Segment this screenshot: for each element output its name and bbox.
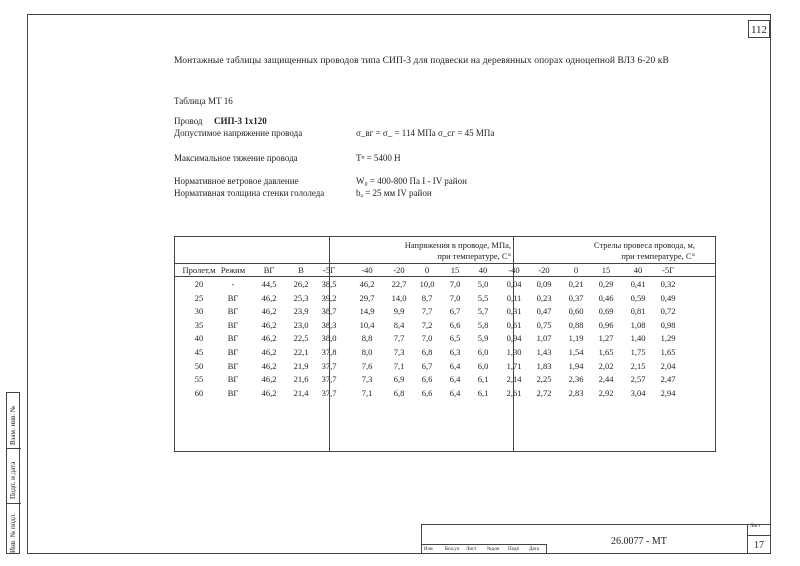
table-cell: 1,65	[660, 347, 676, 357]
table-cell: ВГ	[227, 347, 239, 357]
document-code: 26.0077 - МТ	[611, 536, 667, 547]
param-label: Максимальное тяжение провода	[174, 153, 298, 163]
table-cell: 6,6	[421, 374, 433, 385]
table-cell: 25,3	[293, 292, 309, 303]
table-label: Таблица МТ 16	[174, 96, 233, 106]
column-header: -5Г	[323, 265, 335, 275]
param-value: bₐ = 25 мм IV район	[356, 188, 432, 198]
table-cell: 21,9	[293, 360, 309, 371]
table-cell: 2,83	[568, 387, 584, 398]
side-label-replace: Взам. инв. №	[9, 405, 17, 445]
table-cell: 29,7	[359, 292, 375, 303]
table-cell: 2,15	[630, 360, 646, 371]
column-header: -20	[538, 265, 550, 275]
table-cell: -	[231, 279, 235, 289]
table-cell: 14,9	[359, 306, 375, 317]
table-row	[175, 374, 715, 387]
table-cell: 46,2	[359, 279, 375, 289]
table-cell: 0,81	[630, 306, 646, 317]
table-cell: 60	[194, 387, 204, 398]
table-cell: 9,9	[393, 306, 405, 317]
table-cell: 6,4	[449, 374, 461, 385]
document-title: Монтажные таблицы защищенных проводов типа СИП-3 для подвески на деревянных опорах одноцепной ВЛЗ 6-20 кВ	[174, 56, 669, 66]
table-cell: 0,88	[568, 319, 584, 330]
table-cell: 7,1	[393, 360, 405, 371]
table-cell: 23,9	[293, 306, 309, 317]
table-cell: 1,27	[598, 333, 614, 344]
stress-header-line2: при температуре, С°	[437, 251, 511, 261]
table-cell: 0,98	[660, 319, 676, 330]
table-cell: 38,0	[321, 333, 337, 344]
table-cell: 6,4	[449, 387, 461, 398]
wire-name: СИП-3 1х120	[214, 116, 267, 126]
table-cell: 5,5	[477, 292, 489, 303]
table-cell: 2,25	[536, 374, 552, 385]
table-cell: 8,4	[393, 319, 405, 330]
table-cell: 0,29	[598, 279, 614, 289]
table-cell: 1,65	[598, 347, 614, 357]
stamp-field-label: Дата	[529, 547, 539, 552]
table-cell: ВГ	[227, 333, 239, 344]
table-cell: 7,0	[449, 279, 461, 289]
param-label: Нормативная толщина стенки гололеда	[174, 188, 325, 198]
table-cell: 35	[194, 319, 204, 330]
stamp-field-label: Подп	[508, 547, 520, 552]
table-cell: 0,23	[536, 292, 552, 303]
column-header: Режим	[220, 265, 246, 275]
table-cell: 7,7	[421, 306, 433, 317]
param-label: Допустимое напряжение провода	[174, 128, 303, 138]
table-cell: 0,59	[630, 292, 646, 303]
side-label-sign: Подп. и дата	[9, 461, 17, 499]
table-cell: 25	[194, 292, 204, 303]
table-cell: 6,9	[393, 374, 405, 385]
table-cell: 0,09	[536, 279, 552, 289]
table-cell: 2,92	[598, 387, 614, 398]
table-cell: 1,54	[568, 347, 584, 357]
table-cell: 8,8	[361, 333, 373, 344]
param-value: W₀ = 400-800 Па I - IV район	[356, 176, 467, 186]
table-cell: 6,5	[449, 333, 461, 344]
table-cell: 6,8	[421, 347, 433, 357]
table-cell: ВГ	[227, 319, 239, 330]
column-header: В	[298, 265, 304, 275]
table-cell: ВГ	[227, 387, 239, 398]
table-cell: ВГ	[227, 374, 239, 385]
table-cell: 1,07	[536, 333, 552, 344]
table-cell: 0,61	[506, 319, 522, 330]
table-cell: 2,57	[630, 374, 646, 385]
sheet-number: 112	[748, 20, 770, 38]
param-label: Нормативное ветровое давление	[174, 176, 299, 186]
table-cell: 7,6	[361, 360, 373, 371]
table-cell: 0,75	[536, 319, 552, 330]
column-header: 40	[478, 265, 488, 275]
column-header: ВГ	[263, 265, 275, 275]
table-cell: 2,44	[598, 374, 614, 385]
table-cell: 39,2	[321, 292, 337, 303]
stamp-field-label: №док	[487, 547, 500, 552]
sag-header	[515, 240, 695, 262]
stress-header-line1: Напряжения в проводе, МПа,	[404, 240, 511, 250]
sheet-value: 17	[754, 540, 764, 551]
table-cell: 23,0	[293, 319, 309, 330]
table-cell: ВГ	[227, 306, 239, 317]
table-cell: 5,0	[477, 279, 489, 289]
table-cell: 2,47	[660, 374, 676, 385]
table-cell: 0,41	[630, 279, 646, 289]
table-cell: ВГ	[227, 292, 239, 303]
table-cell: 0,32	[660, 279, 676, 289]
table-cell: 10,0	[419, 279, 435, 289]
table-cell: 6,0	[477, 360, 489, 371]
column-header: 15	[450, 265, 460, 275]
table-cell: 46,2	[261, 360, 277, 371]
table-cell: 1,29	[660, 333, 676, 344]
table-cell: 21,4	[293, 387, 309, 398]
table-cell: 7,0	[421, 333, 433, 344]
column-header: Пролет,м	[182, 265, 216, 275]
table-cell: 0,46	[598, 292, 614, 303]
table-cell: 2,94	[660, 387, 676, 398]
table-cell: 1,75	[630, 347, 646, 357]
sag-header-line1: Стрелы провеса провода, м,	[593, 240, 695, 250]
table-row	[175, 333, 715, 346]
table-cell: 45	[194, 347, 204, 357]
table-cell: 7,3	[393, 347, 405, 357]
table-cell: 0,96	[598, 319, 614, 330]
table-cell: 46,2	[261, 333, 277, 344]
table-cell: 46,2	[261, 374, 277, 385]
sag-header-line2: при температуре, С°	[621, 251, 695, 261]
column-header: 40	[633, 265, 643, 275]
table-cell: 8,7	[421, 292, 433, 303]
table-cell: 55	[194, 374, 204, 385]
column-header: 0	[424, 265, 430, 275]
table-cell: 2,02	[598, 360, 614, 371]
table-cell: 26,2	[293, 279, 309, 289]
table-cell: 0,31	[506, 306, 522, 317]
table-cell: 0,47	[536, 306, 552, 317]
table-cell: 2,36	[568, 374, 584, 385]
table-cell: 21,6	[293, 374, 309, 385]
side-stamp	[6, 392, 20, 554]
stamp-field-label: Изм	[424, 547, 433, 552]
table-cell: 6,8	[393, 387, 405, 398]
table-cell: 22,7	[391, 279, 407, 289]
table-cell: 10,4	[359, 319, 375, 330]
table-cell: 7,0	[449, 292, 461, 303]
table-cell: 6,7	[421, 360, 433, 371]
table-cell: 38,5	[321, 279, 337, 289]
mounting-table	[174, 236, 716, 452]
table-cell: 37,7	[321, 360, 337, 371]
sheet-label: Лист	[750, 524, 761, 529]
table-cell: 0,69	[598, 306, 614, 317]
stress-header	[331, 240, 511, 262]
table-cell: 1,30	[506, 347, 522, 357]
table-cell: 6,4	[449, 360, 461, 371]
table-cell: 7,2	[421, 319, 433, 330]
table-cell: 46,2	[261, 306, 277, 317]
table-cell: 20	[194, 279, 204, 289]
table-cell: 1,71	[506, 360, 522, 371]
table-row	[175, 347, 715, 360]
table-cell: 1,40	[630, 333, 646, 344]
table-cell: 1,94	[568, 360, 584, 371]
table-cell: 6,6	[421, 387, 433, 398]
column-header: -20	[393, 265, 405, 275]
table-row	[175, 320, 715, 333]
table-cell: 38,7	[321, 306, 337, 317]
column-header: 0	[573, 265, 579, 275]
column-header: 15	[601, 265, 611, 275]
table-cell: 37,7	[321, 387, 337, 398]
table-cell: 0,72	[660, 306, 676, 317]
table-cell: 7,7	[393, 333, 405, 344]
table-cell: 44,5	[261, 279, 277, 289]
table-cell: 6,1	[477, 387, 489, 398]
table-cell: 14,0	[391, 292, 407, 303]
table-cell: 6,0	[477, 347, 489, 357]
table-cell: 3,04	[630, 387, 646, 398]
table-cell: 0,21	[568, 279, 584, 289]
title-block	[421, 524, 771, 554]
table-row	[175, 388, 715, 401]
table-cell: 1,08	[630, 319, 646, 330]
table-cell: 0,60	[568, 306, 584, 317]
table-cell: 46,2	[261, 319, 277, 330]
table-cell: 30	[194, 306, 204, 317]
table-cell: 38,3	[321, 319, 337, 330]
table-cell: 37,8	[321, 347, 337, 357]
table-cell: 2,14	[506, 374, 522, 385]
table-cell: 8,0	[361, 347, 373, 357]
stamp-field-label: Кол.уч	[445, 547, 460, 552]
table-row	[175, 361, 715, 374]
table-cell: 7,3	[361, 374, 373, 385]
table-cell: 6,3	[449, 347, 461, 357]
table-cell: 1,43	[536, 347, 552, 357]
table-cell: 22,5	[293, 333, 309, 344]
table-cell: 37,7	[321, 374, 337, 385]
table-cell: 0,11	[506, 292, 522, 303]
column-header: -40	[361, 265, 373, 275]
table-row	[175, 279, 715, 292]
table-cell: 5,9	[477, 333, 489, 344]
table-cell: 46,2	[261, 387, 277, 398]
table-cell: 1,19	[568, 333, 584, 344]
table-cell: 22,1	[293, 347, 309, 357]
side-label-inv: Инв. № подл.	[9, 513, 17, 553]
table-cell: 5,7	[477, 306, 489, 317]
table-cell: 2,04	[660, 360, 676, 371]
table-cell: 6,7	[449, 306, 461, 317]
param-value: σ_вг = σ_ = 114 МПа σ_сг = 45 МПа	[356, 128, 495, 138]
table-cell: 0,37	[568, 292, 584, 303]
table-cell: 0,94	[506, 333, 522, 344]
table-cell: 46,2	[261, 292, 277, 303]
table-row	[175, 306, 715, 319]
table-cell: 5,8	[477, 319, 489, 330]
table-cell: 2,61	[506, 387, 522, 398]
table-cell: 0,04	[506, 279, 522, 289]
wire-label: Провод	[174, 116, 203, 126]
table-row	[175, 293, 715, 306]
table-cell: 0,49	[660, 292, 676, 303]
table-cell: 6,1	[477, 374, 489, 385]
table-cell: 1,83	[536, 360, 552, 371]
column-header: -40	[508, 265, 520, 275]
param-value: Tⁿ = 5400 Н	[356, 153, 401, 163]
table-cell: 6,6	[449, 319, 461, 330]
table-cell: ВГ	[227, 360, 239, 371]
table-cell: 2,72	[536, 387, 552, 398]
table-cell: 40	[194, 333, 204, 344]
table-cell: 7,1	[361, 387, 373, 398]
stamp-field-label: Лист	[466, 547, 477, 552]
table-cell: 50	[194, 360, 204, 371]
column-header: -5Г	[662, 265, 674, 275]
table-cell: 46,2	[261, 347, 277, 357]
